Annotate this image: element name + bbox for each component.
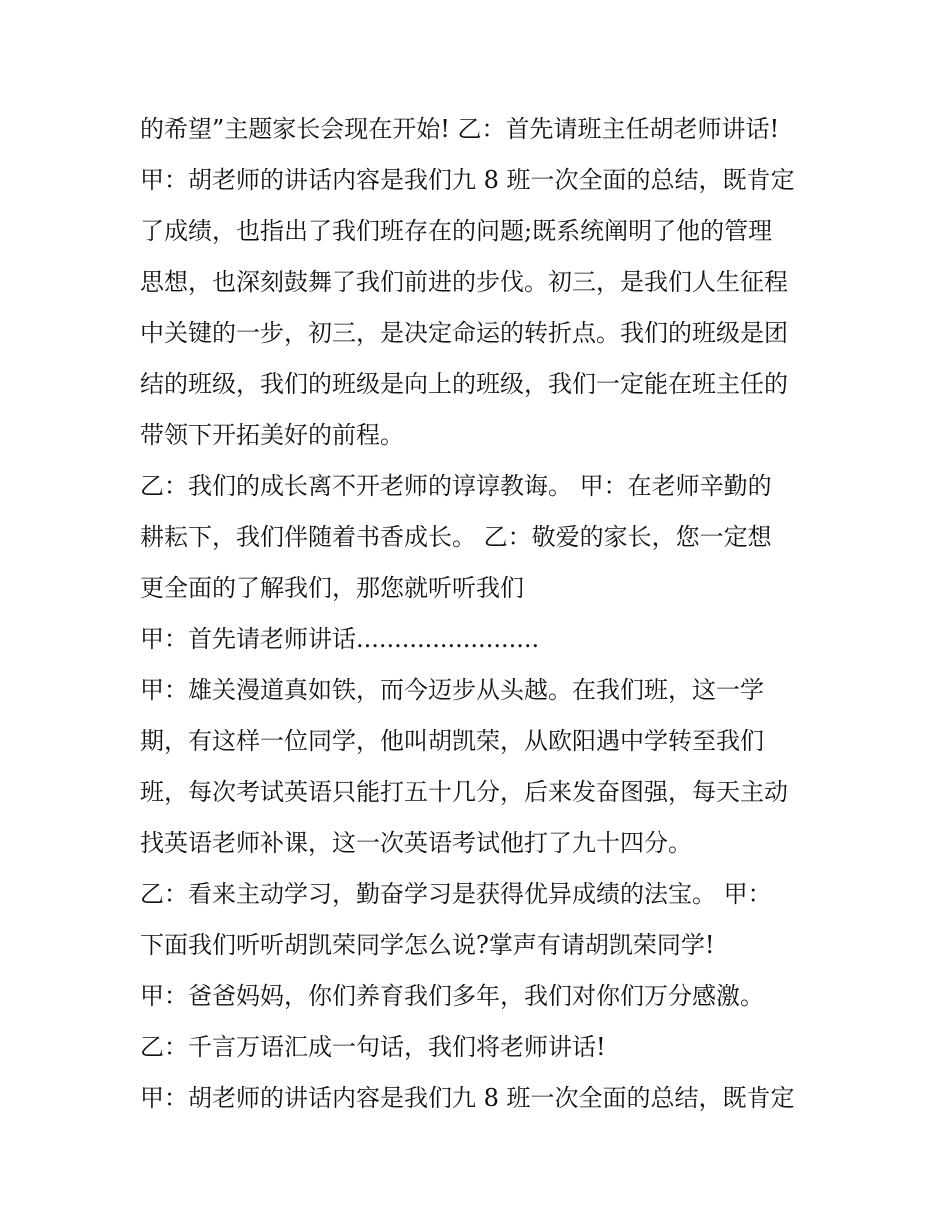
text-line: 的希望”主题家长会现在开始! 乙：首先请班主任胡老师讲话! [140,115,780,143]
text-line: 了成绩，也指出了我们班存在的问题;既系统阐明了他的管理 [140,217,773,245]
text-line: 结的班级，我们的班级是向上的班级，我们一定能在班主任的 [140,370,788,398]
text-line: 期，有这样一位同学，他叫胡凯荣，从欧阳遇中学转至我们 [140,727,764,755]
text-line: 下面我们听听胡凯荣同学怎么说?掌声有请胡凯荣同学! [140,931,715,959]
text-line: 思想，也深刻鼓舞了我们前进的步伐。初三，是我们人生征程 [140,268,788,296]
text-line: 更全面的了解我们，那您就听听我们 [140,574,524,602]
text-line: 甲：首先请老师讲话........................ [140,625,540,653]
text-line: 甲：雄关漫道真如铁，而今迈步从头越。在我们班，这一学 [140,676,764,704]
text-line: 甲：胡老师的讲话内容是我们九 8 班一次全面的总结，既肯定 [140,1084,795,1112]
text-line: 甲：爸爸妈妈，你们养育我们多年，我们对你们万分感激。 [140,982,764,1010]
text-line: 带领下开拓美好的前程。 [140,421,404,449]
document-body [140,104,820,1124]
text-line: 乙：看来主动学习，勤奋学习是获得优异成绩的法宝。 甲： [140,880,772,908]
text-line: 耕耘下，我们伴随着书香成长。 乙：敬爱的家长，您一定想 [140,523,772,551]
text-line: 班，每次考试英语只能打五十几分，后来发奋图强，每天主动 [140,778,788,806]
text-line: 乙：我们的成长离不开老师的谆谆教诲。 甲：在老师辛勤的 [140,472,772,500]
text-line: 乙：千言万语汇成一句话，我们将老师讲话! [140,1033,606,1061]
text-line: 甲：胡老师的讲话内容是我们九 8 班一次全面的总结，既肯定 [140,166,795,194]
text-line: 找英语老师补课，这一次英语考试他打了九十四分。 [140,829,692,857]
text-line: 中关键的一步，初三，是决定命运的转折点。我们的班级是团 [140,319,788,347]
